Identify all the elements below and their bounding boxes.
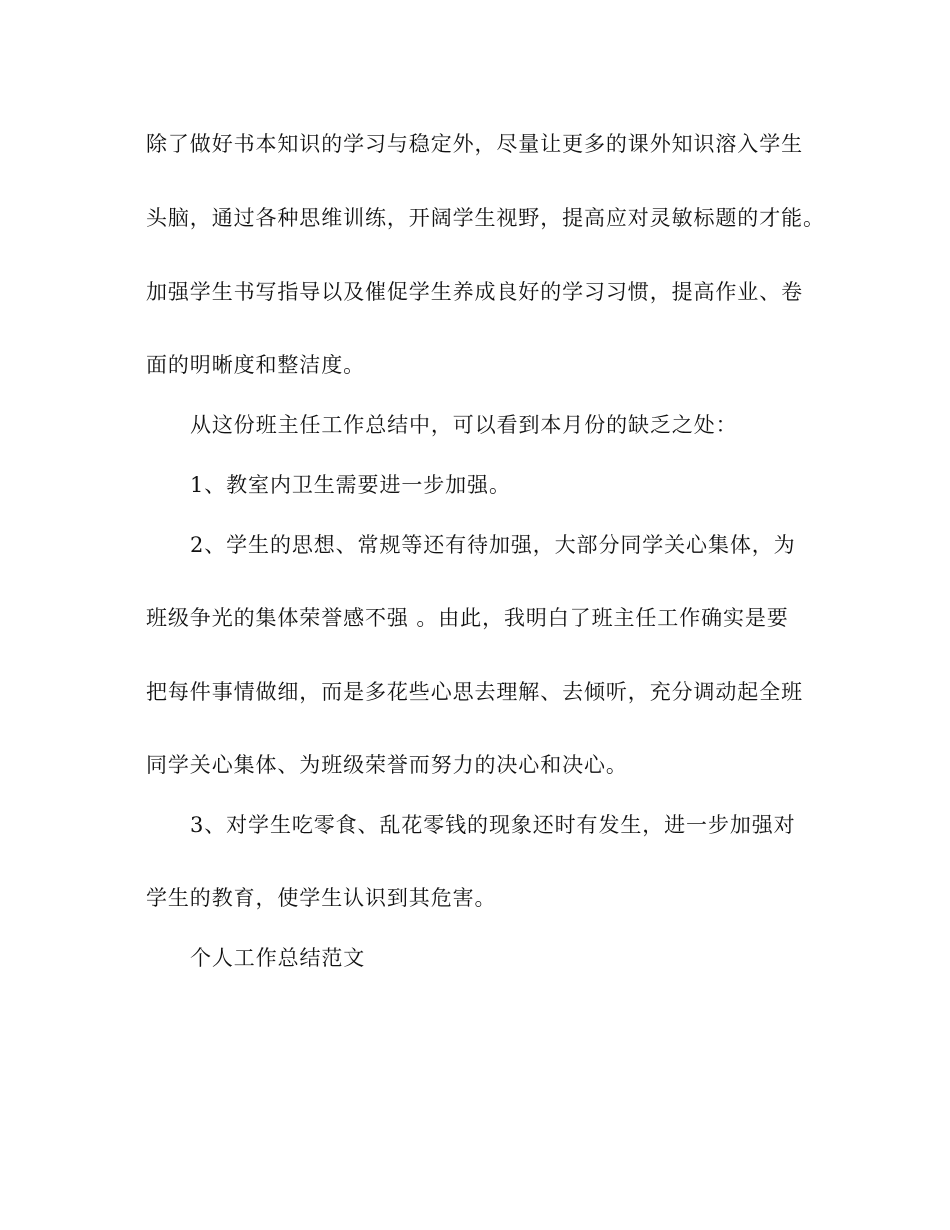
- paragraph-line: 从这份班主任工作总结中，可以看到本月份的缺乏之处：: [190, 413, 738, 437]
- paragraph-line: 加强学生书写指导以及催促学生养成良好的学习习惯，提高作业、卷: [146, 280, 803, 304]
- paragraph-line: 班级争光的集体荣誉感不强 。由此，我明白了班主任工作确实是要: [146, 606, 789, 630]
- paragraph-line: 头脑，通过各种思维训练，开阔学生视野，提高应对灵敏标题的才能。: [146, 206, 825, 230]
- paragraph-line: 除了做好书本知识的学习与稳定外，尽量让更多的课外知识溶入学生: [146, 132, 803, 156]
- section-heading: 个人工作总结范文: [190, 946, 366, 970]
- paragraph-line: 学生的教育，使学生认识到其危害。: [146, 886, 497, 910]
- list-item-line: 2、学生的思想、常规等还有待加强，大部分同学关心集体，为: [190, 533, 796, 557]
- list-item-line: 1、教室内卫生需要进一步加强。: [190, 473, 511, 497]
- list-item-line: 3、对学生吃零食、乱花零钱的现象还时有发生，进一步加强对: [190, 813, 796, 837]
- paragraph-line: 把每件事情做细，而是多花些心思去理解、去倾听，充分调动起全班: [146, 680, 803, 704]
- paragraph-line: 同学关心集体、为班级荣誉而努力的决心和决心。: [146, 753, 628, 777]
- paragraph-line: 面的明晰度和整洁度。: [146, 353, 365, 377]
